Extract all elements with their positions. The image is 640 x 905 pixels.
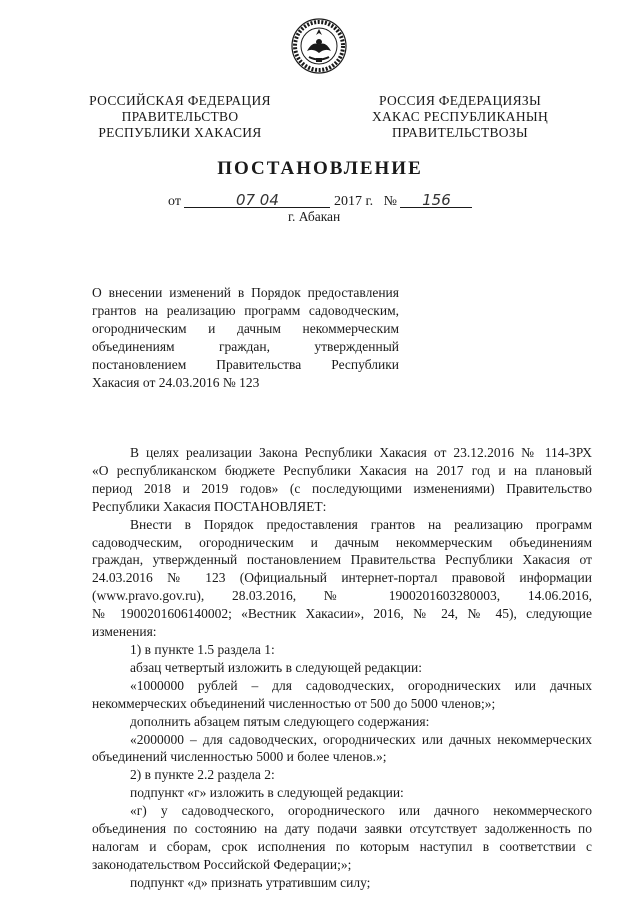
header-ru-line-3: РЕСПУБЛИКИ ХАКАСИЯ xyxy=(98,125,262,140)
body-line: «2000000 – для садоводческих, огороднических или дачных некоммерческих xyxy=(130,731,592,747)
item-1: 1) в пункте 1.5 раздела 1: xyxy=(130,641,275,657)
body-line: законодательством Российской Федерации;»; xyxy=(92,856,352,872)
subject-line: объединениям граждан, утвержденный xyxy=(92,339,399,354)
header-khakas-line-3: ПРАВИТЕЛЬСТВОЗЫ xyxy=(392,125,528,140)
subject-line: О внесении изменений в Порядок предоставления xyxy=(92,285,399,300)
body-line: «1000000 рублей – для садоводческих, огороднических или дачных xyxy=(130,677,592,693)
year-label: 2017 г. xyxy=(333,194,374,209)
body-line: граждан, утвержденный постановлением Правительства Республики Хакасия от xyxy=(92,552,592,568)
quote-2 xyxy=(92,731,592,767)
subject-line: грантов на реализацию программ садоводческим, xyxy=(92,303,399,318)
quote-3 xyxy=(92,802,592,874)
body-line: Внести в Порядок предоставления грантов на реализацию программ xyxy=(130,516,592,532)
header-khakas xyxy=(360,93,560,141)
header-ru-line-1: РОССИЙСКАЯ ФЕДЕРАЦИЯ xyxy=(89,93,271,108)
body-line: «О республиканском бюджете Республики Хакасия на 2017 год и на плановый xyxy=(92,462,592,478)
subject-line: Хакасия от 24.03.2016 № 123 xyxy=(92,375,260,390)
subject-line: постановлением Правительства Республики xyxy=(92,357,399,372)
body-line: В целях реализации Закона Республики Хакасия от 23.12.2016 № 114-ЗРХ xyxy=(130,445,592,460)
body-line: некоммерческих объединений численностью от 500 до 5000 членов;»; xyxy=(92,695,496,711)
item-1-a: абзац четвертый изложить в следующей редакции: xyxy=(130,659,422,675)
preamble-paragraph xyxy=(92,444,592,516)
quote-1 xyxy=(92,677,592,713)
amendment-paragraph xyxy=(92,516,592,641)
body-line: объединений численностью 5000 и более членов.»; xyxy=(92,749,387,765)
body-line: № 1900201606140002; «Вестник Хакасии», 2016, № 24, № 45), следующие xyxy=(92,606,592,622)
number-label: № xyxy=(383,194,397,209)
item-2-a: подпункт «г» изложить в следующей редакции: xyxy=(130,785,404,801)
body-line: период 2018 и 2019 годов» (с последующими изменениями) Правительство xyxy=(92,480,592,496)
item-1-b: дополнить абзацем пятым следующего содержания: xyxy=(130,713,430,729)
body-line: садоводческим, огородническим и дачным некоммерческим объединениям xyxy=(92,534,592,550)
body-line: (www.pravo.gov.ru), 28.03.2016, № 1900201603280003, 14.06.2016, xyxy=(92,588,592,604)
body-line: 24.03.2016 № 123 (Официальный интернет-портал правовой информации xyxy=(92,570,592,586)
body-line: Республики Хакасия ПОСТАНОВЛЯЕТ: xyxy=(92,498,327,514)
city-label: г. Абакан xyxy=(288,209,341,224)
date-prefix: от xyxy=(168,194,181,209)
coat-of-arms-emblem xyxy=(291,18,347,74)
body-line: изменения: xyxy=(92,624,157,640)
header-khakas-line-2: ХАКАС РЕСПУБЛИКАНЫҢ xyxy=(371,109,549,124)
subject-block xyxy=(92,284,399,392)
item-2-b: подпункт «д» признать утратившим силу; xyxy=(130,874,371,890)
body-line: налогам и сборам, срок исполнения по которым наступил в соответствии с xyxy=(92,838,592,854)
body-line: «г) у садоводческого, огороднического или дачного некоммерческого xyxy=(130,803,592,819)
header-ru-line-2: ПРАВИТЕЛЬСТВО xyxy=(121,109,239,124)
subject-line: огородническим и дачным некоммерческим xyxy=(92,321,399,336)
handwritten-date: 07 04 xyxy=(184,193,330,208)
body-line: объединения по состоянию на дату подачи заявки отсутствует задолженность по xyxy=(92,821,592,837)
item-2: 2) в пункте 2.2 раздела 2: xyxy=(130,767,275,783)
handwritten-number: 156 xyxy=(400,193,472,208)
header-ru xyxy=(80,93,280,141)
date-number-line xyxy=(168,193,488,210)
header-khakas-line-1: РОССИЯ ФЕДЕРАЦИЯЗЫ xyxy=(378,93,542,108)
document-body xyxy=(92,444,592,892)
document-title: ПОСТАНОВЛЕНИЕ xyxy=(217,158,423,179)
